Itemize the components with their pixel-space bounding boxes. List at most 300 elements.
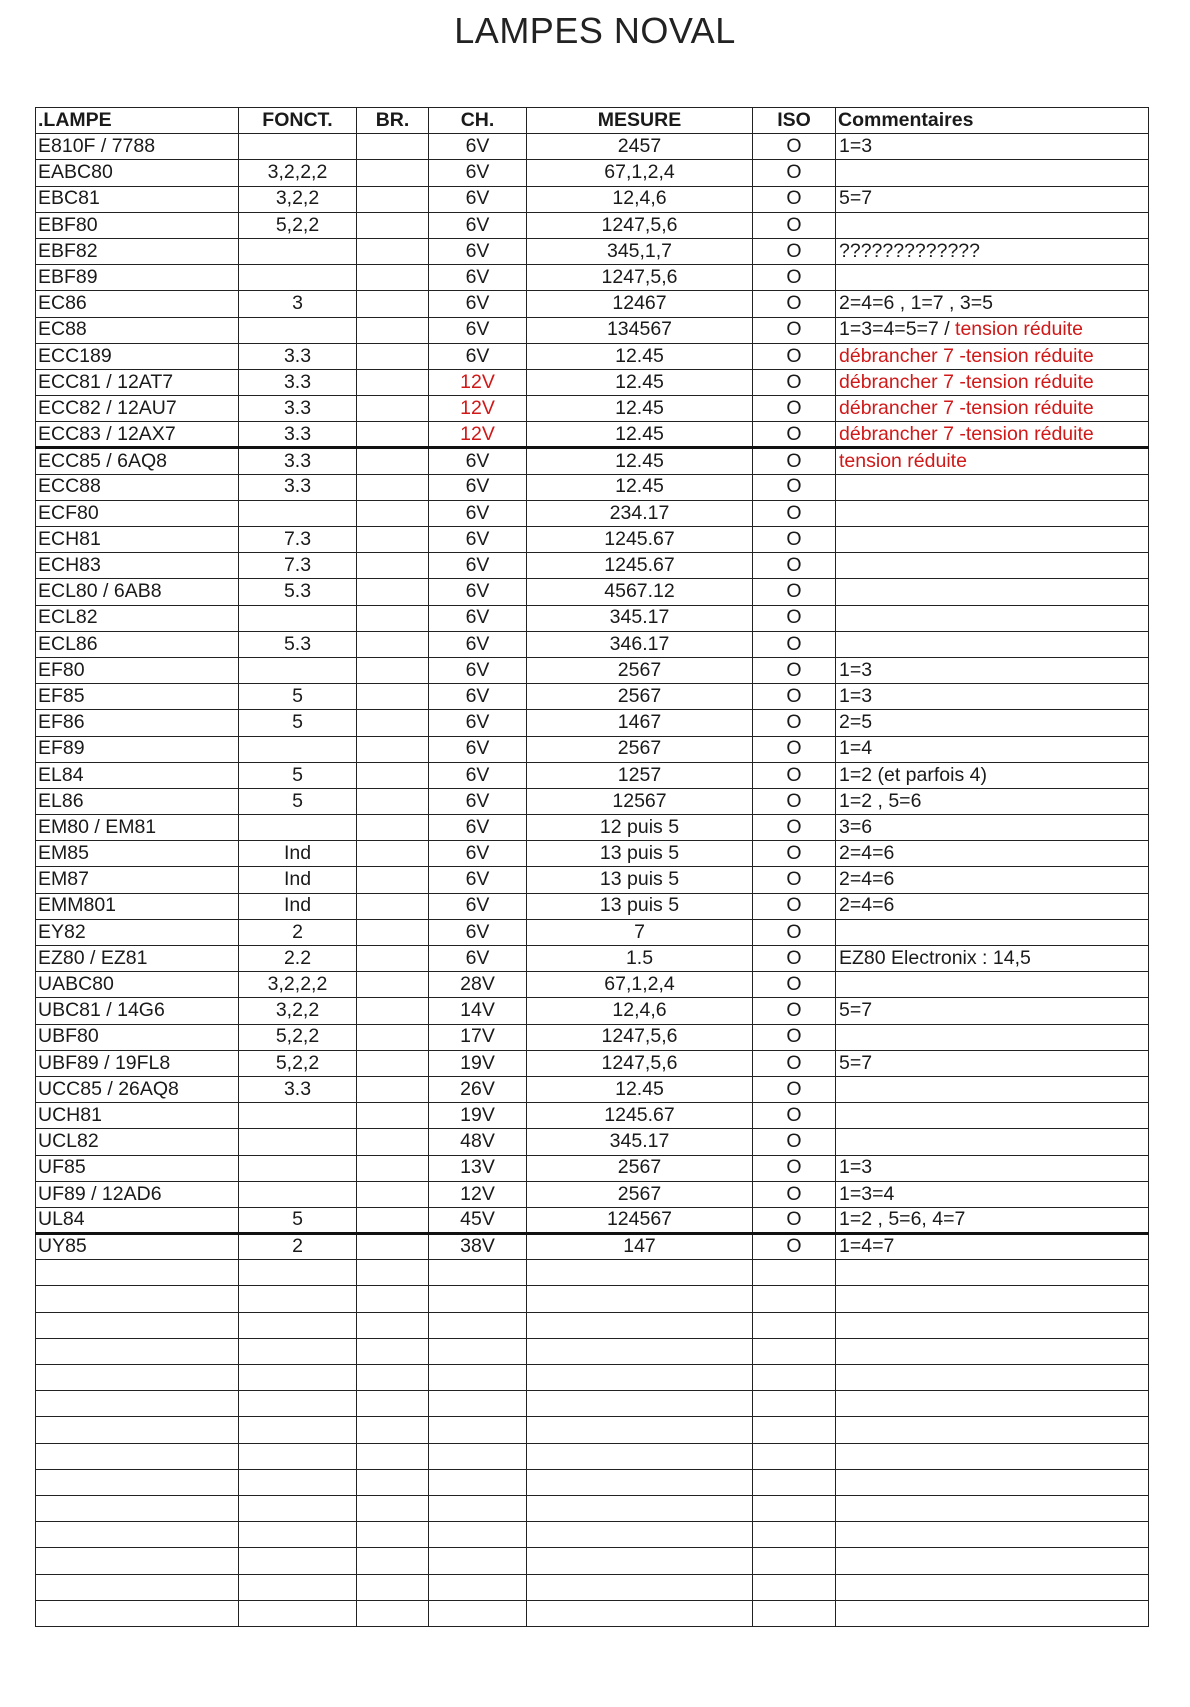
empty-cell (753, 1548, 836, 1574)
comment-text: 1=3=4 (839, 1182, 895, 1205)
fonct-cell: 3.3 (239, 474, 357, 500)
iso-cell: O (753, 553, 836, 579)
lamp-name-cell: ECC85 / 6AQ8 (36, 448, 239, 474)
table-row (36, 841, 1149, 867)
comment-cell (836, 474, 1149, 500)
fonct-cell (239, 134, 357, 160)
table-row (36, 1181, 1149, 1207)
table-row (36, 1050, 1149, 1076)
br-cell (357, 657, 429, 683)
empty-cell (429, 1574, 527, 1600)
table-row (36, 919, 1149, 945)
fonct-cell: 2.2 (239, 946, 357, 972)
empty-cell (753, 1417, 836, 1443)
iso-cell: O (753, 684, 836, 710)
empty-cell (357, 1286, 429, 1312)
table-row (36, 343, 1149, 369)
empty-cell (36, 1548, 239, 1574)
empty-cell (527, 1495, 753, 1521)
ch-cell: 6V (429, 684, 527, 710)
ch-cell: 6V (429, 867, 527, 893)
br-cell (357, 893, 429, 919)
mesure-cell: 2567 (527, 1155, 753, 1181)
empty-cell (527, 1443, 753, 1469)
table-row (36, 422, 1149, 448)
br-cell (357, 919, 429, 945)
ch-cell: 6V (429, 317, 527, 343)
iso-cell: O (753, 1103, 836, 1129)
empty-cell (357, 1469, 429, 1495)
comment-cell (836, 1129, 1149, 1155)
lamp-name-cell: EC86 (36, 291, 239, 317)
empty-cell (36, 1574, 239, 1600)
mesure-cell: 124567 (527, 1207, 753, 1233)
empty-cell (836, 1365, 1149, 1391)
iso-cell: O (753, 762, 836, 788)
ch-cell: 6V (429, 186, 527, 212)
iso-cell: O (753, 919, 836, 945)
empty-row (36, 1548, 1149, 1574)
empty-cell (429, 1260, 527, 1286)
empty-row (36, 1338, 1149, 1364)
iso-cell: O (753, 422, 836, 448)
mesure-cell: 12.45 (527, 369, 753, 395)
br-cell (357, 1076, 429, 1102)
lamp-name-cell: EZ80 / EZ81 (36, 946, 239, 972)
empty-cell (753, 1522, 836, 1548)
iso-cell: O (753, 998, 836, 1024)
comment-warning-text: débrancher 7 -tension réduite (839, 396, 1094, 419)
lamp-name-cell: UCC85 / 26AQ8 (36, 1076, 239, 1102)
table-row (36, 1129, 1149, 1155)
table-row (36, 160, 1149, 186)
table-row (36, 1076, 1149, 1102)
lamp-name-cell: EY82 (36, 919, 239, 945)
fonct-cell: 2 (239, 919, 357, 945)
comment-text: 1=3 (839, 135, 873, 158)
iso-cell: O (753, 134, 836, 160)
br-cell (357, 422, 429, 448)
table-row (36, 972, 1149, 998)
fonct-cell (239, 605, 357, 631)
empty-cell (429, 1548, 527, 1574)
br-cell (357, 998, 429, 1024)
empty-cell (357, 1574, 429, 1600)
empty-row (36, 1443, 1149, 1469)
table-row (36, 527, 1149, 553)
fonct-cell (239, 1129, 357, 1155)
mesure-cell: 1245.67 (527, 553, 753, 579)
br-cell (357, 631, 429, 657)
empty-cell (36, 1469, 239, 1495)
comment-text: 1=4 (839, 737, 873, 760)
table-row (36, 500, 1149, 526)
iso-cell: O (753, 1024, 836, 1050)
br-cell (357, 291, 429, 317)
header-ch: CH. (429, 108, 527, 134)
mesure-cell: 12.45 (527, 474, 753, 500)
br-cell (357, 500, 429, 526)
comment-text: 5=7 (839, 999, 873, 1022)
lamp-name-cell: EBF89 (36, 265, 239, 291)
ch-cell: 6V (429, 631, 527, 657)
comment-cell (836, 422, 1149, 448)
br-cell (357, 815, 429, 841)
table-row (36, 605, 1149, 631)
br-cell (357, 1050, 429, 1076)
fonct-cell (239, 736, 357, 762)
lamp-name-cell: EBF82 (36, 238, 239, 264)
empty-cell (357, 1522, 429, 1548)
empty-cell (527, 1574, 753, 1600)
empty-cell (36, 1443, 239, 1469)
lamp-name-cell: EBF80 (36, 212, 239, 238)
iso-cell: O (753, 579, 836, 605)
comment-cell (836, 972, 1149, 998)
table-row (36, 684, 1149, 710)
ch-cell: 6V (429, 500, 527, 526)
br-cell (357, 160, 429, 186)
empty-cell (753, 1600, 836, 1626)
empty-cell (753, 1469, 836, 1495)
lamp-name-cell: UBF80 (36, 1024, 239, 1050)
header-mesure: MESURE (527, 108, 753, 134)
mesure-cell: 1467 (527, 710, 753, 736)
empty-cell (753, 1391, 836, 1417)
comment-cell (836, 500, 1149, 526)
table-row (36, 134, 1149, 160)
comment-cell (836, 186, 1149, 212)
fonct-cell (239, 500, 357, 526)
lamp-name-cell: UCL82 (36, 1129, 239, 1155)
br-cell (357, 396, 429, 422)
br-cell (357, 684, 429, 710)
mesure-cell: 13 puis 5 (527, 867, 753, 893)
empty-cell (836, 1338, 1149, 1364)
lamp-name-cell: EMM801 (36, 893, 239, 919)
comment-cell (836, 736, 1149, 762)
empty-cell (239, 1548, 357, 1574)
br-cell (357, 867, 429, 893)
empty-cell (527, 1286, 753, 1312)
comment-cell (836, 867, 1149, 893)
mesure-cell: 1245.67 (527, 1103, 753, 1129)
empty-cell (836, 1286, 1149, 1312)
empty-row (36, 1391, 1149, 1417)
iso-cell: O (753, 448, 836, 474)
comment-cell (836, 317, 1149, 343)
empty-cell (836, 1260, 1149, 1286)
fonct-cell (239, 1155, 357, 1181)
empty-cell (239, 1312, 357, 1338)
fonct-cell: Ind (239, 893, 357, 919)
mesure-cell: 2567 (527, 684, 753, 710)
table-body (36, 134, 1149, 1627)
header-row (36, 108, 1149, 134)
comment-cell (836, 369, 1149, 395)
fonct-cell: 3,2,2 (239, 186, 357, 212)
br-cell (357, 474, 429, 500)
comment-text: 2=5 (839, 711, 873, 734)
comment-cell (836, 684, 1149, 710)
iso-cell: O (753, 1181, 836, 1207)
mesure-cell: 345.17 (527, 1129, 753, 1155)
empty-cell (753, 1260, 836, 1286)
mesure-cell: 13 puis 5 (527, 841, 753, 867)
lamp-name-cell: EF86 (36, 710, 239, 736)
mesure-cell: 2567 (527, 736, 753, 762)
header-br: BR. (357, 108, 429, 134)
iso-cell: O (753, 1155, 836, 1181)
comment-cell (836, 238, 1149, 264)
empty-cell (836, 1312, 1149, 1338)
fonct-cell: 5 (239, 1207, 357, 1233)
comment-warning-text: débrancher 7 -tension réduite (839, 344, 1094, 367)
lamp-name-cell: EC88 (36, 317, 239, 343)
iso-cell: O (753, 265, 836, 291)
fonct-cell (239, 265, 357, 291)
comment-cell (836, 893, 1149, 919)
ch-cell: 6V (429, 212, 527, 238)
table-row (36, 212, 1149, 238)
table-row (36, 474, 1149, 500)
ch-cell: 6V (429, 134, 527, 160)
mesure-cell: 345.17 (527, 605, 753, 631)
empty-cell (36, 1338, 239, 1364)
mesure-cell: 13 puis 5 (527, 893, 753, 919)
comment-cell (836, 1207, 1149, 1233)
fonct-cell: 3.3 (239, 369, 357, 395)
lamp-name-cell: ECC83 / 12AX7 (36, 422, 239, 448)
fonct-cell: 5 (239, 762, 357, 788)
fonct-cell: 3.3 (239, 343, 357, 369)
ch-cell: 6V (429, 788, 527, 814)
empty-cell (429, 1495, 527, 1521)
lamp-name-cell: E810F / 7788 (36, 134, 239, 160)
empty-cell (357, 1443, 429, 1469)
table-row (36, 631, 1149, 657)
fonct-cell: 3,2,2,2 (239, 160, 357, 186)
br-cell (357, 1024, 429, 1050)
comment-text: 1=3 (839, 658, 873, 681)
empty-cell (836, 1469, 1149, 1495)
lamp-name-cell: ECF80 (36, 500, 239, 526)
comment-text: 3=6 (839, 815, 873, 838)
iso-cell: O (753, 317, 836, 343)
br-cell (357, 553, 429, 579)
empty-cell (357, 1338, 429, 1364)
comment-text: 2=4=6 (839, 868, 895, 891)
comment-text: 1=3 (839, 1156, 873, 1179)
ch-cell: 6V (429, 291, 527, 317)
iso-cell: O (753, 710, 836, 736)
comment-text: 1=4=7 (839, 1235, 895, 1258)
fonct-cell: 2 (239, 1234, 357, 1260)
iso-cell: O (753, 631, 836, 657)
comment-cell (836, 579, 1149, 605)
fonct-cell: 3 (239, 291, 357, 317)
ch-cell: 38V (429, 1234, 527, 1260)
lamp-name-cell: UBC81 / 14G6 (36, 998, 239, 1024)
mesure-cell: 1.5 (527, 946, 753, 972)
ch-cell: 12V (429, 1181, 527, 1207)
comment-cell (836, 1155, 1149, 1181)
lamp-name-cell: UL84 (36, 1207, 239, 1233)
fonct-cell (239, 815, 357, 841)
empty-cell (836, 1548, 1149, 1574)
iso-cell: O (753, 893, 836, 919)
mesure-cell: 67,1,2,4 (527, 160, 753, 186)
lamp-name-cell: ECC81 / 12AT7 (36, 369, 239, 395)
comment-text: 2=4=6 (839, 894, 895, 917)
header-commentaires: Commentaires (836, 108, 1149, 134)
empty-cell (357, 1391, 429, 1417)
table-row (36, 788, 1149, 814)
table-row (36, 396, 1149, 422)
mesure-cell: 134567 (527, 317, 753, 343)
comment-text: 2=4=6 (839, 842, 895, 865)
mesure-cell: 1247,5,6 (527, 1050, 753, 1076)
br-cell (357, 238, 429, 264)
empty-cell (36, 1286, 239, 1312)
empty-cell (429, 1522, 527, 1548)
fonct-cell: 3.3 (239, 422, 357, 448)
empty-cell (357, 1365, 429, 1391)
comment-cell (836, 134, 1149, 160)
iso-cell: O (753, 212, 836, 238)
empty-cell (429, 1391, 527, 1417)
ch-cell: 6V (429, 710, 527, 736)
comment-cell (836, 657, 1149, 683)
lamp-name-cell: ECC82 / 12AU7 (36, 396, 239, 422)
lamp-name-cell: UBF89 / 19FL8 (36, 1050, 239, 1076)
lamp-name-cell: UY85 (36, 1234, 239, 1260)
empty-row (36, 1469, 1149, 1495)
mesure-cell: 12.45 (527, 422, 753, 448)
mesure-cell: 12567 (527, 788, 753, 814)
table-row (36, 448, 1149, 474)
fonct-cell: 5,2,2 (239, 1050, 357, 1076)
empty-cell (527, 1312, 753, 1338)
iso-cell: O (753, 186, 836, 212)
br-cell (357, 212, 429, 238)
comment-cell (836, 1234, 1149, 1260)
br-cell (357, 1207, 429, 1233)
comment-cell (836, 1181, 1149, 1207)
iso-cell: O (753, 1076, 836, 1102)
mesure-cell: 4567.12 (527, 579, 753, 605)
empty-cell (239, 1495, 357, 1521)
fonct-cell (239, 238, 357, 264)
br-cell (357, 265, 429, 291)
mesure-cell: 67,1,2,4 (527, 972, 753, 998)
br-cell (357, 1181, 429, 1207)
comment-cell (836, 710, 1149, 736)
mesure-cell: 7 (527, 919, 753, 945)
lamp-name-cell: EM80 / EM81 (36, 815, 239, 841)
fonct-cell: 5.3 (239, 579, 357, 605)
header-fonct: FONCT. (239, 108, 357, 134)
empty-cell (836, 1522, 1149, 1548)
lamp-name-cell: ECC88 (36, 474, 239, 500)
empty-cell (527, 1548, 753, 1574)
lamp-name-cell: UF85 (36, 1155, 239, 1181)
empty-cell (429, 1417, 527, 1443)
empty-cell (527, 1365, 753, 1391)
comment-warning-text: débrancher 7 -tension réduite (839, 422, 1094, 445)
empty-cell (527, 1260, 753, 1286)
br-cell (357, 605, 429, 631)
comment-cell (836, 605, 1149, 631)
empty-cell (36, 1495, 239, 1521)
empty-cell (36, 1260, 239, 1286)
table-row (36, 710, 1149, 736)
fonct-cell: 5 (239, 710, 357, 736)
br-cell (357, 1155, 429, 1181)
comment-text: 1=2 , 5=6, 4=7 (839, 1208, 966, 1231)
empty-cell (357, 1312, 429, 1338)
comment-cell (836, 631, 1149, 657)
ch-cell: 6V (429, 448, 527, 474)
br-cell (357, 1103, 429, 1129)
ch-cell: 12V (429, 369, 527, 395)
empty-cell (36, 1417, 239, 1443)
ch-cell: 6V (429, 736, 527, 762)
empty-row (36, 1365, 1149, 1391)
empty-cell (239, 1391, 357, 1417)
iso-cell: O (753, 736, 836, 762)
comment-text: 1=2 , 5=6 (839, 789, 922, 812)
empty-cell (239, 1365, 357, 1391)
empty-cell (753, 1338, 836, 1364)
table-row (36, 762, 1149, 788)
iso-cell: O (753, 946, 836, 972)
lamp-name-cell: ECH83 (36, 553, 239, 579)
empty-cell (357, 1495, 429, 1521)
iso-cell: O (753, 396, 836, 422)
ch-cell: 6V (429, 553, 527, 579)
iso-cell: O (753, 815, 836, 841)
empty-row (36, 1417, 1149, 1443)
mesure-cell: 234.17 (527, 500, 753, 526)
ch-cell: 6V (429, 919, 527, 945)
iso-cell: O (753, 474, 836, 500)
comment-cell (836, 1024, 1149, 1050)
fonct-cell: 5,2,2 (239, 212, 357, 238)
fonct-cell (239, 1103, 357, 1129)
comment-warning-text: tension réduite (839, 449, 967, 472)
br-cell (357, 317, 429, 343)
table-row (36, 998, 1149, 1024)
comment-cell (836, 788, 1149, 814)
ch-cell: 48V (429, 1129, 527, 1155)
iso-cell: O (753, 1050, 836, 1076)
ch-cell: 28V (429, 972, 527, 998)
iso-cell: O (753, 238, 836, 264)
br-cell (357, 186, 429, 212)
mesure-cell: 12.45 (527, 1076, 753, 1102)
table-row (36, 238, 1149, 264)
br-cell (357, 579, 429, 605)
lamp-name-cell: EABC80 (36, 160, 239, 186)
empty-cell (753, 1443, 836, 1469)
empty-cell (753, 1286, 836, 1312)
lamp-name-cell: UABC80 (36, 972, 239, 998)
empty-cell (239, 1417, 357, 1443)
fonct-cell: 3,2,2,2 (239, 972, 357, 998)
fonct-cell: 5,2,2 (239, 1024, 357, 1050)
fonct-cell: 7.3 (239, 553, 357, 579)
